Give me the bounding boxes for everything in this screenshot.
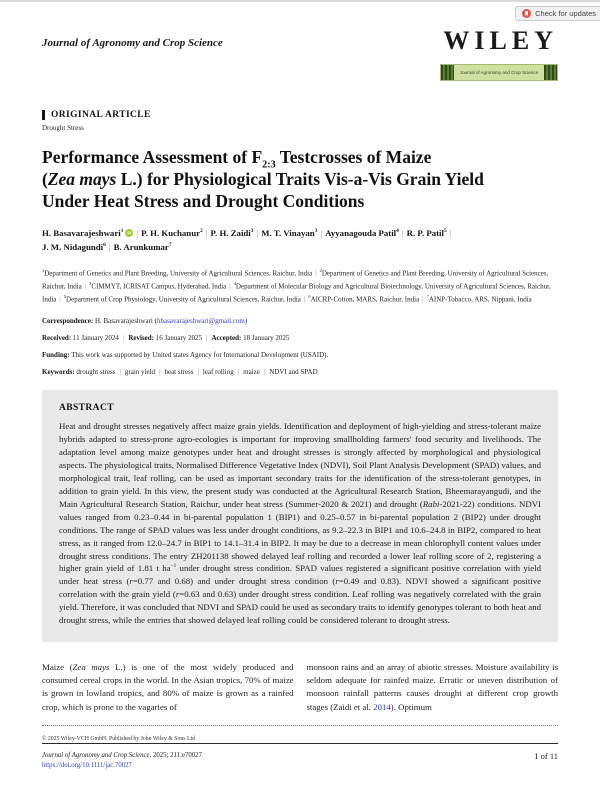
- page-footer: [42, 743, 558, 772]
- funding-text: This work was supported by United states Agency for International Development (USAID).: [69, 351, 329, 360]
- body-column-right: [307, 661, 559, 714]
- affiliation-sup: 1: [42, 267, 45, 273]
- leaf-icon: [544, 65, 557, 80]
- check-for-updates-button[interactable]: [515, 6, 600, 21]
- author: Ayyanagouda Patil$^4$: [325, 227, 399, 238]
- keyword: NDVI and SPAD: [269, 368, 318, 377]
- author-affiliation-sup: 3: [250, 227, 254, 234]
- affiliation-sup: 4: [233, 280, 236, 286]
- affiliation-separator: |: [422, 295, 424, 304]
- affiliation-text: AICRP-Cotton, MARS, Raichur, India: [310, 295, 420, 304]
- author-affiliation-sup: 7: [168, 242, 172, 249]
- keyword: drought stress: [76, 368, 116, 377]
- affiliation-sup: 3: [89, 280, 92, 286]
- abstract-text: Heat and drought stresses negatively affect maize grain yields. Identification and deployment of high-yielding and stress-tolerant maize hybrids adapted to stress-prone agro-ecologies is important for improving smallholding farmers' food security and livelihoods. The adaptation level among maize genotypes under heat and drought stresses is strongly affected by morphological and physiological aspects. The physiological traits, Normalised Difference Vegetative Index (NDVI), Soil Plant Analysis Development (SPAD) values, and morphological trait, leaf rolling, can be used as important secondary traits for the identification of the stress-tolerant genotypes, in addition to grain yield. In this view, the present study was conducted at the Agricultural Research Station, Bheemarayangudi, and the Main Agricultural Research Station, Raichur, under heat stress (Summer-2020 & 2021) and drought (Rabi-2021-22) conditions. NDVI values ranged from 0.23–0.44 in bi-parental population 1 (BIP1) and 0.25–0.57 in bi-parental population 2 (BIP2) under drought conditions. The range of SPAD values was less under drought conditions, as 9.2–22.3 in BIP1 and 10.6–24.8 in BIP2, compared to heat stress, as it ranged from 12.0–24.7 in BIP1 to 14.1–31.4 in BIP2. It may be due to a decrease in mean chlorophyll content values under drought stress conditions. The entry ZH201138 showed delayed leaf rolling and recorded a lower leaf rolling score of 2, registering a higher grain yield of 1.81 t $ha^{-1}$ under drought stress condition. SPAD values registered a significant positive correlation with yield under heat stress (r=0.77 and 0.68) and under drought stress condition (r=0.49 and 0.83). NDVI showed a significant positive correlation with the grain yield (r=0.63 and 0.63) under drought stress condition. Leaf rolling was negatively correlated with the grain yield. Therefore, it was concluded that NDVI and SPAD could be used as secondary traits to identify genotypes tolerant to both heat and drought stress, while the entries that showed delayed leaf rolling could be considered tolerant to drought stress.: [59, 421, 542, 626]
- affiliation-separator: |: [229, 282, 231, 291]
- journal-name: Journal of Agronomy and Crop Science: [42, 37, 223, 49]
- affiliation-sup: 5: [63, 294, 67, 300]
- authors-separator: |: [108, 242, 111, 253]
- keyword: maize: [243, 368, 260, 377]
- footer-rule: [42, 743, 558, 744]
- keywords-line: [42, 368, 558, 376]
- footer-doi-link[interactable]: https://doi.org/10.1111/jac.70027: [42, 762, 132, 770]
- keyword: heat stress: [164, 368, 194, 377]
- keyword: leaf rolling: [202, 368, 234, 377]
- author: H. Basavarajeshwari$^1$: [42, 227, 124, 238]
- orcid-icon[interactable]: iD: [125, 229, 133, 237]
- article-category-row: [42, 110, 558, 120]
- abstract-heading: ABSTRACT: [59, 403, 114, 414]
- authors-separator: |: [320, 227, 323, 238]
- funding-line: [42, 351, 558, 359]
- keywords-label: Keywords:: [42, 368, 75, 377]
- author-affiliation-sup: 2: [200, 227, 203, 234]
- author: R. P. Patil$^5$: [406, 227, 447, 238]
- footer-journal-name: Journal of Agronomy and Crop Science: [42, 751, 150, 759]
- banner-title: Journal of Agronomy and Crop Science: [459, 70, 539, 75]
- authors-separator: |: [256, 227, 259, 238]
- affiliation-separator: |: [84, 282, 87, 291]
- dates-line: [42, 334, 558, 342]
- keyword-separator: |: [197, 368, 199, 377]
- author: B. Arunkumar$^7$: [113, 242, 172, 253]
- keyword-separator: |: [263, 368, 266, 377]
- affiliation-text: Department of Crop Physiology, University of Agricultural Sciences, Raichur, India: [66, 295, 301, 304]
- correspondence-email-link[interactable]: hbasavarajeshwari@gmail.com: [156, 317, 245, 326]
- author-affiliation-sup: 3: [314, 227, 318, 234]
- dates-separator: |: [206, 334, 208, 343]
- dates-separator: |: [122, 334, 125, 343]
- accepted-date: 18 January 2025: [241, 334, 290, 343]
- correspondence-label: Correspondence:: [42, 317, 94, 326]
- keyword-separator: |: [119, 368, 121, 377]
- revised-date: 16 January 2025: [154, 334, 203, 343]
- header-right: [440, 28, 558, 81]
- crossmark-icon: [522, 9, 531, 18]
- accepted-label: Accepted:: [211, 334, 242, 343]
- journal-cover-banner[interactable]: [440, 64, 558, 81]
- authors-separator: |: [205, 227, 208, 238]
- correspondence-pre: H. Basavarajeshwari (: [93, 317, 157, 326]
- affiliation-separator: |: [303, 295, 306, 304]
- correspondence-post: ): [244, 317, 248, 326]
- page-header: [42, 2, 558, 81]
- affiliation-text: AINP-Tobacco, ARS, Nippani, India: [428, 295, 532, 304]
- author: P. H. Zaidi$^3$: [210, 227, 254, 238]
- category-bar: [42, 110, 45, 120]
- affiliation-text: Department of Genetics and Plant Breeding, University of Agricultural Sciences, Raichur, India: [44, 268, 313, 277]
- article-section: Drought Stress: [42, 124, 84, 132]
- affiliations: [42, 267, 558, 307]
- affiliation-text: Department of Molecular Biology and Agricultural Biotechnology, University of Agricultural Sciences, Raichur, India: [42, 282, 551, 304]
- body-columns: [42, 661, 558, 714]
- author-affiliation-sup: 6: [103, 242, 106, 249]
- authors-separator: |: [136, 227, 139, 238]
- authors-separator: |: [401, 227, 404, 238]
- affiliation-separator: |: [315, 268, 317, 277]
- author-affiliation-sup: 4: [396, 227, 399, 234]
- received-date: 11 January 2024: [71, 334, 119, 343]
- keyword: grain yield: [124, 368, 156, 377]
- footer-page-number: 1 of 11: [534, 750, 558, 761]
- affiliation-sup: 7: [426, 294, 429, 300]
- received-label: Received:: [42, 334, 72, 343]
- authors-separator: |: [449, 227, 452, 238]
- body-paragraph: monsoon rains and an array of abiotic stresses. Moisture availability is seldom adequate for rainfed maize. Erratic or uneven distribution of monsoon rainfall patterns causes drought at different crop growth stages (Zaidi et al. 2014). Optimum: [306, 662, 558, 712]
- leaf-icon: [441, 65, 454, 80]
- affiliation-sup: 6: [308, 294, 311, 300]
- keyword-separator: |: [237, 368, 240, 377]
- keyword-separator: |: [159, 368, 161, 377]
- affiliation-sup: 2: [319, 267, 322, 273]
- author-affiliation-sup: 1: [120, 227, 124, 234]
- affiliation-separator: |: [59, 295, 61, 304]
- author-affiliation-sup: 5: [443, 227, 447, 234]
- body-column-left: [42, 661, 294, 714]
- authors-line: [42, 226, 558, 255]
- funding-label: Funding:: [42, 351, 70, 360]
- affiliation-text: Department of Genetics and Plant Breeding, University of Agricultural Sciences, Raichur, India: [42, 268, 549, 291]
- abstract-box: [42, 390, 558, 642]
- author: J. M. Nidagundi$^6$: [42, 242, 106, 253]
- check-for-updates-label: Check for updates: [535, 9, 596, 18]
- footnote-divider: [42, 725, 558, 726]
- footer-issue: , 2025; 211:e70027: [149, 751, 202, 759]
- affiliation-text: CIMMYT, ICRISAT Campus, Hyderabad, India: [91, 282, 227, 291]
- revised-label: Revised:: [128, 334, 154, 343]
- body-paragraph: Maize (Zea mays L.) is one of the most widely produced and consumed cereal crops in the world. In the Asian tropics, 70% of maize is grown in lowland tropics, and 80% of maize is grown as a rainfed crop, which is prone to the vagaries of: [42, 662, 294, 712]
- page-title: Performance Assessment of $F_{2:3}$ Testcrosses of Maize (Zea mays L.) for Physiological Traits Vis-a-Vis Grain Yield Under Heat Stress and Drought Conditions: [42, 147, 484, 212]
- article-category: ORIGINAL ARTICLE: [51, 110, 151, 120]
- author: M. T. Vinayan$^3$: [261, 227, 318, 238]
- correspondence-line: [42, 317, 558, 325]
- wiley-logo: WILEY: [443, 26, 558, 55]
- author: P. H. Kuchanur$^2$: [141, 227, 203, 238]
- footer-citation: [42, 751, 202, 772]
- copyright-text: © 2025 Wiley-VCH GmbH. Published by John Wiley & Sons Ltd: [42, 735, 195, 742]
